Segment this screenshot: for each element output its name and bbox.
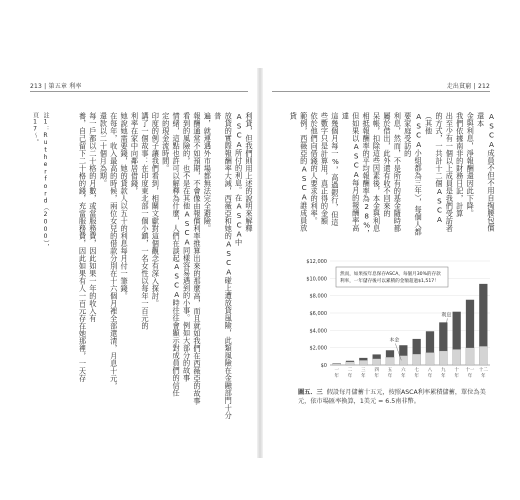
left-page-body bbox=[56, 112, 254, 424]
bar-principal bbox=[479, 346, 487, 365]
x-tick-label: 八 bbox=[427, 368, 433, 373]
bar-interest bbox=[466, 300, 474, 348]
x-tick-unit: 年 bbox=[427, 374, 433, 379]
left-text-column: 定的現金流時間。 bbox=[161, 112, 171, 172]
x-tick-label: 二 bbox=[347, 368, 353, 373]
bar-interest bbox=[413, 339, 421, 354]
x-tick-label: 五 bbox=[387, 368, 393, 373]
bar-interest bbox=[386, 350, 394, 357]
x-tick-label: 十二 bbox=[478, 368, 488, 373]
x-tick-label: 三 bbox=[361, 368, 366, 373]
left-text-column: 每一戶都以二十格的月數，或當服務費，因此如果一年的收入有 bbox=[88, 112, 98, 322]
left-text-column: 利率在家中向鄰居借錢， bbox=[130, 112, 140, 195]
right-text-column: ASCA小組都為三年），每個人都要家庭受訪的 bbox=[403, 112, 424, 236]
right-text-column: 利息，然而，不是所有的基金隨時都 bbox=[393, 112, 403, 232]
left-text-column: 還款以二十個月為期。 bbox=[99, 112, 109, 187]
x-tick-unit: 年 bbox=[441, 374, 446, 379]
figure-caption bbox=[298, 388, 494, 406]
right-text-column: 依於他們向借錢的人要求的利率。 bbox=[310, 112, 320, 225]
right-text-column: 範例，西薇亞的ASCA誰成員放貸 bbox=[289, 112, 309, 232]
x-tick-unit: 年 bbox=[401, 374, 406, 379]
right-text-column: 我們依據南非的財務日記，計算 bbox=[455, 112, 465, 217]
right-text-column: 出至少有一個以上成員是我們受訪者 bbox=[445, 112, 455, 232]
left-text-column: 報酬通常不如預期，不會像由報償利率推算出來的那麼高，而且就如我們在西薇亞的故事 bbox=[192, 112, 202, 405]
bar-principal bbox=[453, 349, 461, 365]
left-text-column: 放貸的實際報酬率大減，西薇亞和她的ASCA碰上遭放貸風險，此類風險在金融部門十分普 bbox=[213, 112, 234, 420]
left-text-column: 講了一個故事：在印度東北部一個小鎮，一名女性以每年一百元的 bbox=[140, 112, 150, 330]
y-tick-label: $2,000 bbox=[309, 345, 327, 352]
left-footnote bbox=[30, 112, 50, 252]
bar-interest bbox=[426, 331, 434, 352]
right-text-column: 這幾個月每一%，高過銀行，但這 bbox=[330, 112, 340, 227]
bar-interest bbox=[399, 345, 407, 355]
series-label-interest: 利息 bbox=[441, 312, 452, 319]
bar-principal bbox=[386, 357, 394, 365]
x-tick-unit: 年 bbox=[347, 374, 353, 379]
left-header-rule bbox=[30, 91, 248, 92]
y-tick-label: $4,000 bbox=[309, 328, 327, 335]
x-tick-unit: 年 bbox=[414, 374, 419, 379]
x-tick-label: 六 bbox=[401, 368, 406, 373]
x-tick-unit: 年 bbox=[334, 374, 339, 379]
savings-bar-chart bbox=[300, 255, 496, 383]
bar-principal bbox=[359, 360, 367, 365]
left-text-column: 情緒，這點也許可以解釋為什麼，人們在談起ASCA時往往會顯示對成員們的信任 bbox=[172, 112, 182, 397]
y-tick-label: $8,000 bbox=[309, 293, 327, 300]
bar-principal bbox=[466, 348, 474, 365]
x-tick-label: 十 bbox=[454, 368, 459, 373]
x-tick-label: 十一 bbox=[465, 368, 475, 373]
bar-interest bbox=[346, 361, 354, 362]
x-tick-unit: 年 bbox=[467, 374, 473, 379]
bar-principal bbox=[413, 354, 421, 365]
right-text-column: 的方式，一共計十二個ASCA（其他 bbox=[424, 112, 444, 225]
x-tick-label: 七 bbox=[414, 368, 419, 373]
x-tick-label: 一 bbox=[334, 368, 339, 373]
bar-principal bbox=[346, 362, 354, 365]
right-page-body bbox=[289, 112, 496, 238]
bar-interest bbox=[453, 312, 461, 350]
x-tick-unit: 年 bbox=[481, 374, 486, 379]
series-label-principal: 本金 bbox=[389, 337, 400, 344]
bar-principal bbox=[426, 353, 434, 365]
left-text-column: 在每年，收入最高的時候，兩位女兒的借款分別在十六個月裡全部還清，月息十元， bbox=[109, 112, 119, 390]
x-tick-unit: 年 bbox=[374, 374, 379, 379]
bar-principal bbox=[439, 351, 447, 365]
footnote-text: 註1：Rutherford（2000），頁17～。 bbox=[31, 112, 49, 250]
right-text-column: ASCA成員不但不用自掏腰包償還本 bbox=[476, 112, 496, 232]
annotation-text-line2: 利率，一年儲存後可以累積的金額超過$1,517！ bbox=[340, 279, 439, 284]
left-text-column: 遍，就連遇外市場都無法完全避險。 bbox=[203, 112, 213, 232]
y-tick-label: $12,000 bbox=[306, 259, 327, 265]
bar-interest bbox=[479, 284, 487, 346]
right-running-header: 走出貧窮 | 212 bbox=[446, 83, 490, 90]
left-running-header: 213 | 第五章 利率 bbox=[30, 83, 82, 90]
annotation-text-line1: 然而，如果按年息保存ASCA，每個月30%的存款 bbox=[340, 272, 441, 277]
x-tick-unit: 年 bbox=[454, 374, 459, 379]
bar-principal bbox=[373, 359, 381, 365]
right-text-column: 些數字只是計算用，真正得的金額 bbox=[320, 112, 330, 225]
x-tick-label: 九 bbox=[441, 368, 446, 373]
y-tick-label: $10,000 bbox=[306, 276, 327, 283]
x-tick-label: 四 bbox=[374, 368, 379, 373]
left-text-column: 印度的例子讓我們看到，相關文獻對這個觀念有深入探討。 bbox=[151, 112, 161, 307]
bar-principal bbox=[333, 363, 341, 365]
right-text-column: 呆帳，扣除這些因素後，本金與利息 bbox=[372, 112, 382, 232]
bar-interest bbox=[373, 354, 381, 358]
right-header-rule bbox=[272, 91, 490, 92]
book-gutter bbox=[257, 68, 263, 458]
left-text-column: 養，自己留下二十格的錢，充當服務費，因此如果有人一百元存在她那裡，一天存 bbox=[78, 112, 88, 382]
bar-principal bbox=[399, 356, 407, 365]
annotation-box bbox=[336, 267, 448, 287]
figure-caption-text: 假設每月儲蓄十五元，按照ASCA利率累積儲蓄，單位為美元，依市場匯率換算，1美元 = 6.5南非幣。 bbox=[298, 389, 486, 405]
right-text-column: 相抵報酬率的平均報酬率為28%， bbox=[362, 112, 372, 238]
y-tick-label: $0 bbox=[320, 363, 327, 369]
left-text-column: 看到的風險的，也不是在其他ASCA同樣容易遇到的小事。例如大部分的故事 bbox=[182, 112, 192, 382]
right-text-column: 屬於借出，此外還有收不回來的 bbox=[382, 112, 392, 217]
right-text-column: 金與利息，淨報酬還因此下降。 bbox=[466, 112, 476, 217]
figure-number: 圖五．三 bbox=[298, 389, 323, 396]
left-text-column: ASCA所付的利息。在ASCA中 bbox=[234, 112, 244, 247]
bar-interest bbox=[439, 322, 447, 351]
left-text-column: 她說她需要錢，她的貸款人以五十的利息每月付一筆錢。 bbox=[120, 112, 130, 300]
left-text-column: 利貸，但我們則用上述的說明來解釋 bbox=[245, 112, 254, 232]
x-tick-unit: 年 bbox=[361, 374, 366, 379]
bar-interest bbox=[359, 358, 367, 360]
x-tick-unit: 年 bbox=[387, 374, 393, 379]
y-tick-label: $6,000 bbox=[309, 311, 327, 317]
right-text-column: 但如果以ASCA每月的報酬率高達 bbox=[341, 112, 361, 232]
